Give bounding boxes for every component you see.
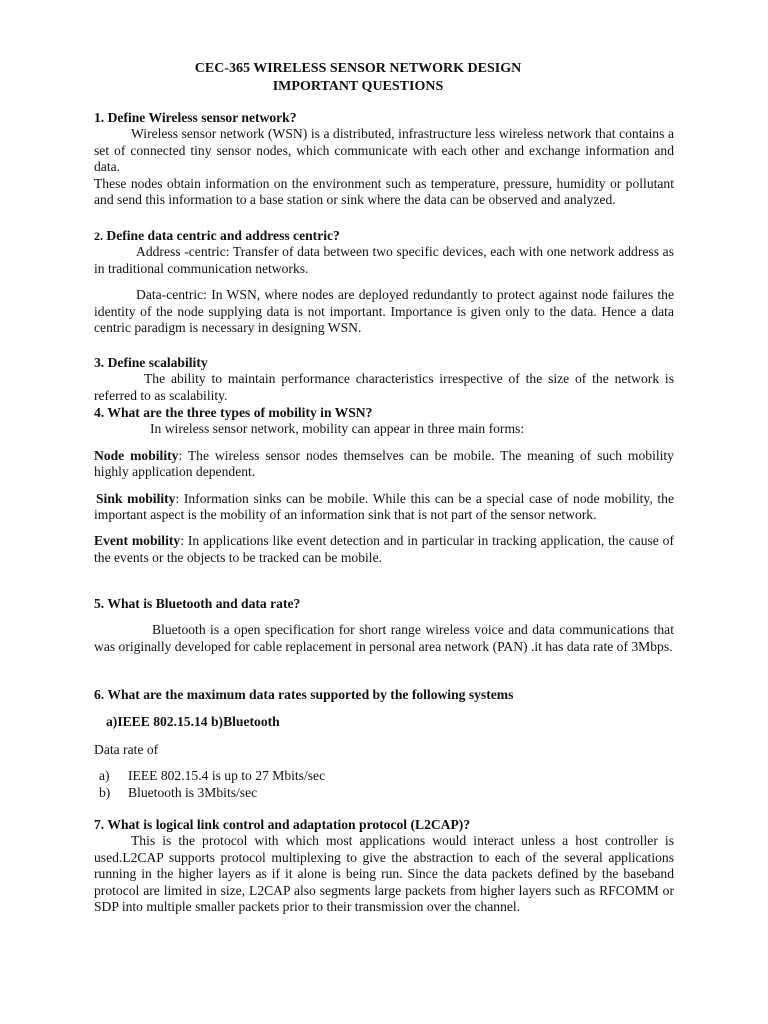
node-mobility-term: Node mobility — [94, 447, 179, 463]
document-title — [94, 60, 622, 96]
question-2-answer-p2: Data-centric: In WSN, where nodes are deployed redundantly to protect against node failures the identity of the node supplying data is not important. Importance is given only to the data. Hence a data centric paradigm is necessary in designing WSN. — [94, 287, 674, 336]
event-mobility-paragraph — [94, 533, 674, 566]
question-2-heading — [94, 228, 674, 244]
sink-mobility-paragraph — [94, 491, 674, 524]
question-2 — [94, 228, 674, 336]
sink-mobility-term: Sink mobility — [96, 490, 176, 506]
question-5 — [94, 596, 674, 655]
node-mobility-paragraph — [94, 448, 674, 481]
question-5-heading: 5. What is Bluetooth and data rate? — [94, 596, 301, 611]
question-4-intro: In wireless sensor network, mobility can appear in three main forms: — [150, 421, 525, 437]
title-line-2: IMPORTANT QUESTIONS — [272, 79, 444, 94]
question-5-answer-p1: Bluetooth is a open specification for short range wireless voice and data communications that was originally developed for cable replacement in personal area network (PAN) .it has data rate of 3Mbps. — [94, 622, 674, 654]
list-item-text: IEEE 802.15.4 is up to 27 Mbits/sec — [128, 768, 326, 784]
question-3-heading: 3. Define scalability — [94, 355, 208, 370]
question-1-answer-p1: Wireless sensor network (WSN) is a distributed, infrastructure less wireless network that contains a set of connected tiny sensor nodes, which communicate with each other and exchange information and data. — [94, 126, 674, 175]
question-2-answer-p1: Address -centric: Transfer of data between two specific devices, each with one network address as in traditional communication networks. — [94, 244, 674, 276]
list-item-text: Bluetooth is 3Mbits/sec — [128, 784, 258, 800]
question-7 — [94, 817, 674, 915]
question-3-answer-p1: The ability to maintain performance characteristics irrespective of the size of the network is referred to as scalability. — [94, 371, 674, 403]
node-mobility-text: : The wireless sensor nodes themselves can be mobile. The meaning of such mobility highly application dependent. — [94, 447, 674, 480]
question-1-answer-p2: These nodes obtain information on the environment such as temperature, pressure, humidity or pollutant and send this information to a base station or sink where the data can be observed and analyzed. — [94, 175, 674, 208]
list-item — [99, 768, 674, 784]
sink-mobility-text: : Information sinks can be mobile. While this can be a special case of node mobility, the important aspect is the mobility of an information sink that is not part of the sensor network. — [94, 490, 674, 523]
event-mobility-text: : In applications like event detection and in particular in tracking application, the cause of the events or the objects to be tracked can be mobile. — [94, 533, 675, 565]
list-marker: a) — [99, 768, 110, 784]
question-7-heading: 7. What is logical link control and adaptation protocol (L2CAP)? — [94, 817, 471, 832]
question-1 — [94, 110, 674, 208]
list-marker: b) — [99, 784, 111, 800]
data-rate-list — [94, 768, 674, 801]
question-6-subheading: a)IEEE 802.15.14 b)Bluetooth — [106, 714, 280, 730]
question-6 — [94, 687, 674, 801]
list-item — [99, 785, 674, 801]
title-line-1: CEC-365 WIRELESS SENSOR NETWORK DESIGN — [194, 61, 522, 76]
question-1-heading: 1. Define Wireless sensor network? — [94, 110, 297, 125]
question-6-heading: 6. What are the maximum data rates supported by the following systems — [94, 687, 514, 702]
question-7-answer-p1: This is the protocol with which most applications would interact unless a host controller is used.L2CAP supports protocol multiplexing to give the abstraction to each of the several applications running in the higher layers as if it alone is being run. Since the data packets defined by the baseband protocol are limited in size, L2CAP also segments large packets from higher layers such as RFCOMM or SDP into multiple smaller packets prior to their transmission over the channel. — [94, 833, 674, 915]
question-4-heading: 4. What are the three types of mobility in WSN? — [94, 405, 373, 420]
question-3 — [94, 355, 674, 404]
question-2-number: 2. — [94, 229, 103, 243]
question-6-intro: Data rate of — [94, 741, 159, 757]
event-mobility-term: Event mobility — [94, 533, 181, 549]
question-2-title: Define data centric and address centric? — [103, 228, 340, 243]
question-4 — [94, 405, 674, 566]
